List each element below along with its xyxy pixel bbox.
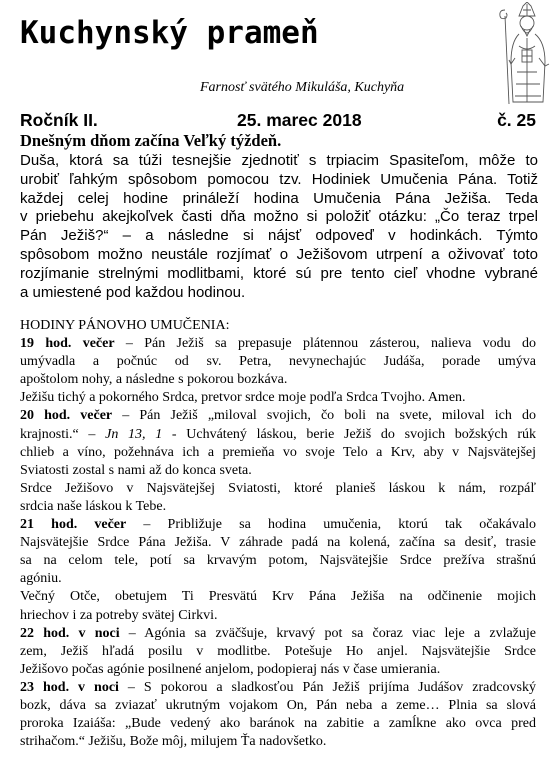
text-line: strihačom.“ Ježišu, Bože môj, milujem Ťa nadovšetko. [20, 734, 327, 750]
text-line: sa na celom tele, potí sa krvavým potom, Najsvätejšie Srdce prežíva strašnú [20, 553, 536, 569]
intro-paragraph [20, 152, 538, 302]
text-line: v priebehu akejkoľvek časti dňa možno si položiť otázku: „Čo teraz trpel [20, 208, 538, 226]
text-fragment: – Pán Ježiš sa prepasuje plátennou zásterou, nalieva vodu do [114, 336, 536, 352]
hour-entry-23 [20, 679, 536, 697]
text-line: Najsvätejšie Srdce Pána Ježiša. V záhrade padá na kolená, začína sa desiť, trasie [20, 535, 536, 551]
text-line: urobiť ľahkým spôsobom pomocou tzv. Hodiniek Umučenia Pána. Totiž [20, 170, 538, 188]
prayer-line: Srdce Ježišovo v Najsvätejšej Sviatosti, ktoré planieš láskou k nám, rozpáľ [20, 480, 536, 496]
parish-name: Farnosť svätého Mikuláša, Kuchyňa [200, 80, 405, 95]
text-line: agóniu. [20, 571, 62, 587]
hour-time: 22 hod. v noci [20, 625, 120, 641]
hour-time: 20 hod. večer [20, 408, 113, 424]
prayer-line: hriechov i za potreby svätej Cirkvi. [20, 607, 218, 623]
text-line: zem, Ježiš hľadá posilu v modlitbe. Potešuje Ho anjel. Najsvätejšie Srdce [20, 643, 536, 659]
article-headline: Dnešným dňom začína Veľký týždeň. [20, 131, 282, 150]
hour-entry-22 [20, 625, 536, 643]
issue-number: č. 25 [497, 110, 536, 130]
prayer-line: Večný Otče, obetujem Ti Presvätú Krv Pána Ježiša na odčinenie mojich [20, 589, 536, 605]
issue-info [20, 110, 536, 132]
text-line: chlieb a víno, požehnáva ich a premieňa vo svoje Telo a Krv, aby v Najsvätejšej [20, 444, 536, 460]
issue-volume: Ročník II. [20, 110, 98, 130]
hour-time: 19 hod. večer [20, 336, 115, 352]
hour-time: 23 hod. v noci [20, 679, 119, 695]
saint-nicholas-logo [497, 2, 553, 106]
prayer-line: Ježišu tichý a pokorného Srdca, pretvor srdce moje podľa Srdca Tvojho. Amen. [20, 390, 466, 406]
text-line: apoštolom nohy, a následne s pokorou bozkáva. [20, 372, 288, 388]
text-fragment: – Približuje sa hodina umučenia, ktorú tak očakávalo [126, 517, 536, 533]
prayer-line: srdcia naše láskou k Tebe. [20, 498, 167, 514]
text-fragment: krajnosti.“ – [20, 426, 106, 442]
text-line: Pán Ježiš?“ – a následne si nájsť odpoveď v hodinkách. Týmto [20, 227, 538, 245]
text-line: rozjímanie strelnými modlitbami, ktoré sú pre tento cieľ vhodne vybrané [20, 264, 538, 282]
text-line: spôsobom možno neustále rozjímať o Ježišovom utrpení a oživovať toto [20, 245, 538, 263]
hour-entry-19 [20, 335, 536, 353]
text-fragment: – S pokorou a sladkosťou Pán Ježiš prijíma Judášov zradcovský [118, 679, 536, 695]
text-fragment: – Agónia sa zväčšuje, krvavý pot sa čoraz viac leje a zvlažuje [119, 625, 536, 641]
bible-reference: Jn 13, 1 [105, 426, 163, 442]
issue-date: 25. marec 2018 [237, 110, 362, 130]
masthead-title: Kuchynský prameň [20, 15, 319, 51]
text-line: a umiestené pod každou hodinou. [20, 283, 246, 301]
text-line: proroka Izaiáša: „Bude vedený ako baránok na zabitie a zamĺkne ako ovca pred [20, 716, 536, 732]
text-fragment: - Uchvátený láskou, berie Ježiš do svojich božských rúk [162, 426, 536, 442]
text-line: umývadla a počnúc od sv. Petra, nevynechajúc Judáša, porade umýva [20, 354, 536, 370]
text-line: každej celej hodine prináleží hodina Umučenia Pána Ježiša. Teda [20, 189, 538, 207]
hours-section [20, 317, 536, 751]
text-line [20, 426, 536, 444]
hour-entry-21 [20, 516, 536, 534]
text-fragment: – Pán Ježiš „miloval svojich, čo boli na svete, miloval ich do [112, 408, 536, 424]
text-line: Sviatosti zostal s nami až do konca sveta. [20, 462, 252, 478]
hours-heading: HODINY PÁNOVHO UMUČENIA: [20, 318, 230, 333]
text-line: Duša, ktorá sa túži tesnejšie zjednotiť s trpiacim Spasiteľom, môže to [20, 152, 538, 169]
text-line: Ježišovo počas agónie posilnené anjelom, podopieraj nás v čase umierania. [20, 661, 441, 677]
text-line: bozk, dáva sa zviazať ukrutným vojakom On, Pán neba a zeme… Plnia sa slová [20, 697, 536, 713]
hour-time: 21 hod. večer [20, 517, 127, 533]
hour-entry-20 [20, 407, 536, 425]
